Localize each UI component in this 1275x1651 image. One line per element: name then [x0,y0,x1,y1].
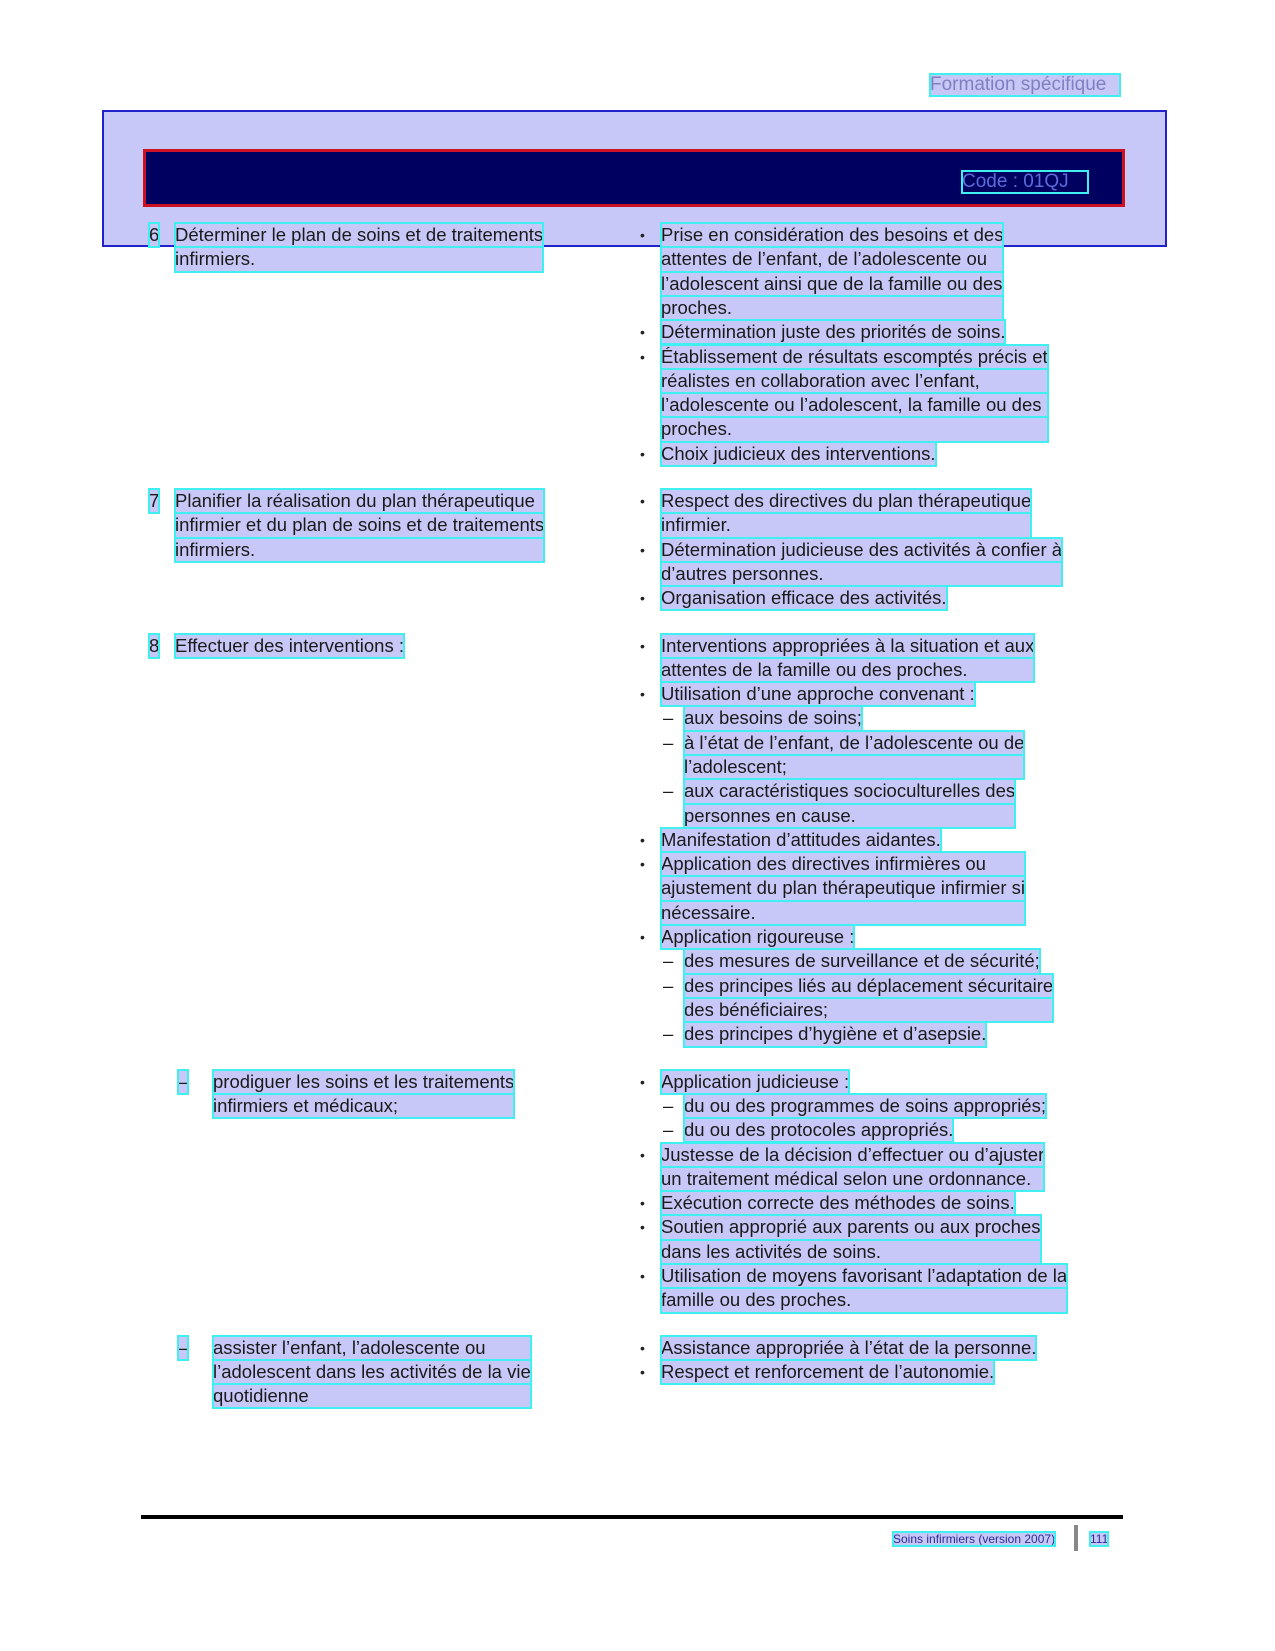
text-line: infirmier et du plan de soins et de traitements [175,513,544,537]
element-statement [175,634,404,658]
text-line: Manifestation d’attitudes aidantes. [661,828,941,852]
text-line: des mesures de surveillance et de sécurité; [684,949,1040,973]
bullet-icon: • [640,856,645,873]
text-line: famille ou des proches. [661,1288,1067,1312]
text-line: réalistes en collaboration avec l’enfant, [661,369,1048,393]
sub-criterion [684,1118,953,1142]
sub-dash: – [663,950,674,972]
text-line: l’adolescent; [684,755,1024,779]
bullet-icon: • [640,686,645,703]
criterion [661,345,1048,442]
sub-criterion [684,949,1040,973]
criterion [661,1264,1067,1313]
text-line: Déterminer le plan de soins et de traitements [175,223,543,247]
text-line: Planifier la réalisation du plan thérapeutique [175,489,544,513]
text-line: des principes liés au déplacement sécuritaire [684,974,1053,998]
element-statement [175,489,544,562]
text-line: infirmiers. [175,538,544,562]
sub-criterion [684,731,1024,780]
text-line: personnes en cause. [684,804,1015,828]
criterion [661,852,1025,925]
text-line: Détermination judicieuse des activités à confier à [661,538,1062,562]
sub-criterion [684,706,862,730]
bullet-icon: • [640,324,645,341]
element-statement [213,1336,531,1409]
criterion [661,1215,1041,1264]
text-line: Interventions appropriées à la situation et aux [661,634,1034,658]
criterion [661,1191,1015,1215]
criterion [661,538,1062,587]
text-line: Respect et renforcement de l’autonomie. [661,1360,994,1384]
text-line: un traitement médical selon une ordonnance. [661,1167,1044,1191]
bullet-icon: • [640,1219,645,1236]
text-line: Utilisation d’une approche convenant : [661,682,975,706]
row-number: 6 [149,223,159,247]
page-number: 111 [1090,1532,1109,1546]
bullet-icon: • [640,1268,645,1284]
criterion [661,1143,1044,1192]
bullet-icon: • [640,1363,645,1380]
text-line: Justesse de la décision d’effectuer ou d’ajuster [661,1143,1044,1167]
bullet-icon: • [640,831,645,848]
text-line: attentes de la famille ou des proches. [661,658,1034,682]
text-line: proches. [661,296,1003,320]
text-line: attentes de l’enfant, de l’adolescente ou [661,247,1003,271]
row-number: 7 [149,489,159,513]
text-line: Prise en considération des besoins et des [661,223,1003,247]
text-line: Organisation efficace des activités. [661,586,947,610]
text-line: Utilisation de moyens favorisant l’adaptation de la [661,1264,1067,1288]
text-line: Établissement de résultats escomptés précis et [661,345,1048,369]
text-line: dans les activités de soins. [661,1240,1041,1264]
text-line: prodiguer les soins et les traitements [213,1070,514,1094]
sub-dash: – [663,731,674,753]
text-line: à l’état de l’enfant, de l’adolescente ou de [684,731,1024,755]
text-line: aux besoins de soins; [684,706,862,730]
row-number: 8 [149,634,159,658]
element-dash: – [178,1336,188,1360]
text-line: assister l’enfant, l’adolescente ou [213,1336,531,1360]
text-line: Respect des directives du plan thérapeutique [661,489,1031,513]
sub-criterion [684,974,1053,1023]
element-statement [213,1070,514,1119]
criterion [661,682,975,706]
criterion [661,1070,849,1094]
bullet-icon: • [640,493,645,509]
text-line: l’adolescente ou l’adolescent, la famille ou des [661,393,1048,417]
text-line: l’adolescent dans les activités de la vie [213,1360,531,1384]
bullet-icon: • [640,590,645,607]
text-line: Application des directives infirmières ou [661,852,1025,876]
text-line: des principes d’hygiène et d’asepsie. [684,1022,986,1046]
sub-dash: – [663,707,674,729]
text-line: Exécution correcte des méthodes de soins. [661,1191,1015,1215]
criterion [661,1336,1036,1360]
footer-separator [1074,1525,1078,1551]
code-label: Code : 01QJ [962,171,1088,193]
text-line: Choix judicieux des interventions. [661,442,936,466]
criterion [661,828,941,852]
text-line: Application judicieuse : [661,1070,849,1094]
text-line: ajustement du plan thérapeutique infirmier si [661,876,1025,900]
sub-criterion [684,779,1015,828]
criterion [661,634,1034,683]
text-line: du ou des protocoles appropriés. [684,1118,953,1142]
criterion [661,223,1003,320]
text-line: infirmiers et médicaux; [213,1094,514,1118]
bullet-icon: • [640,1339,645,1356]
footer-rule [141,1515,1123,1519]
footer-title: Soins infirmiers (version 2007) [893,1532,1056,1546]
bullet-icon: • [640,445,645,462]
criterion [661,586,947,610]
bullet-icon: • [640,637,645,654]
text-line: Assistance appropriée à l’état de la personne. [661,1336,1036,1360]
text-line: infirmiers. [175,247,543,271]
sub-dash: – [663,780,674,802]
text-line: Application rigoureuse : [661,925,854,949]
sub-criterion [684,1022,986,1046]
text-line: proches. [661,417,1048,441]
text-line: l’adolescent ainsi que de la famille ou des [661,272,1003,296]
element-statement [175,223,543,272]
criterion [661,442,936,466]
bullet-icon: • [640,541,645,558]
sub-dash: – [663,974,674,996]
bullet-icon: • [640,929,645,946]
text-line: aux caractéristiques socioculturelles des [684,779,1015,803]
sub-criterion [684,1094,1046,1118]
criterion [661,1360,994,1384]
running-head: Formation spécifique [930,74,1120,96]
text-line: nécessaire. [661,901,1025,925]
bullet-icon: • [640,227,645,243]
bullet-icon: • [640,1195,645,1212]
sub-dash: – [663,1119,674,1141]
text-line: Effectuer des interventions : [175,634,404,658]
text-line: infirmier. [661,513,1031,537]
bullet-icon: • [640,348,645,365]
text-line: d’autres personnes. [661,562,1062,586]
text-line: quotidienne [213,1384,531,1408]
bullet-icon: • [640,1146,645,1163]
sub-dash: – [663,1023,674,1045]
criterion [661,320,1005,344]
text-line: des bénéficiaires; [684,998,1053,1022]
text-line: Soutien approprié aux parents ou aux proches [661,1215,1041,1239]
text-line: Détermination juste des priorités de soins. [661,320,1005,344]
text-line: du ou des programmes de soins appropriés; [684,1094,1046,1118]
sub-dash: – [663,1094,674,1116]
element-dash: – [178,1070,188,1094]
criterion [661,489,1031,538]
criterion [661,925,854,949]
bullet-icon: • [640,1073,645,1090]
